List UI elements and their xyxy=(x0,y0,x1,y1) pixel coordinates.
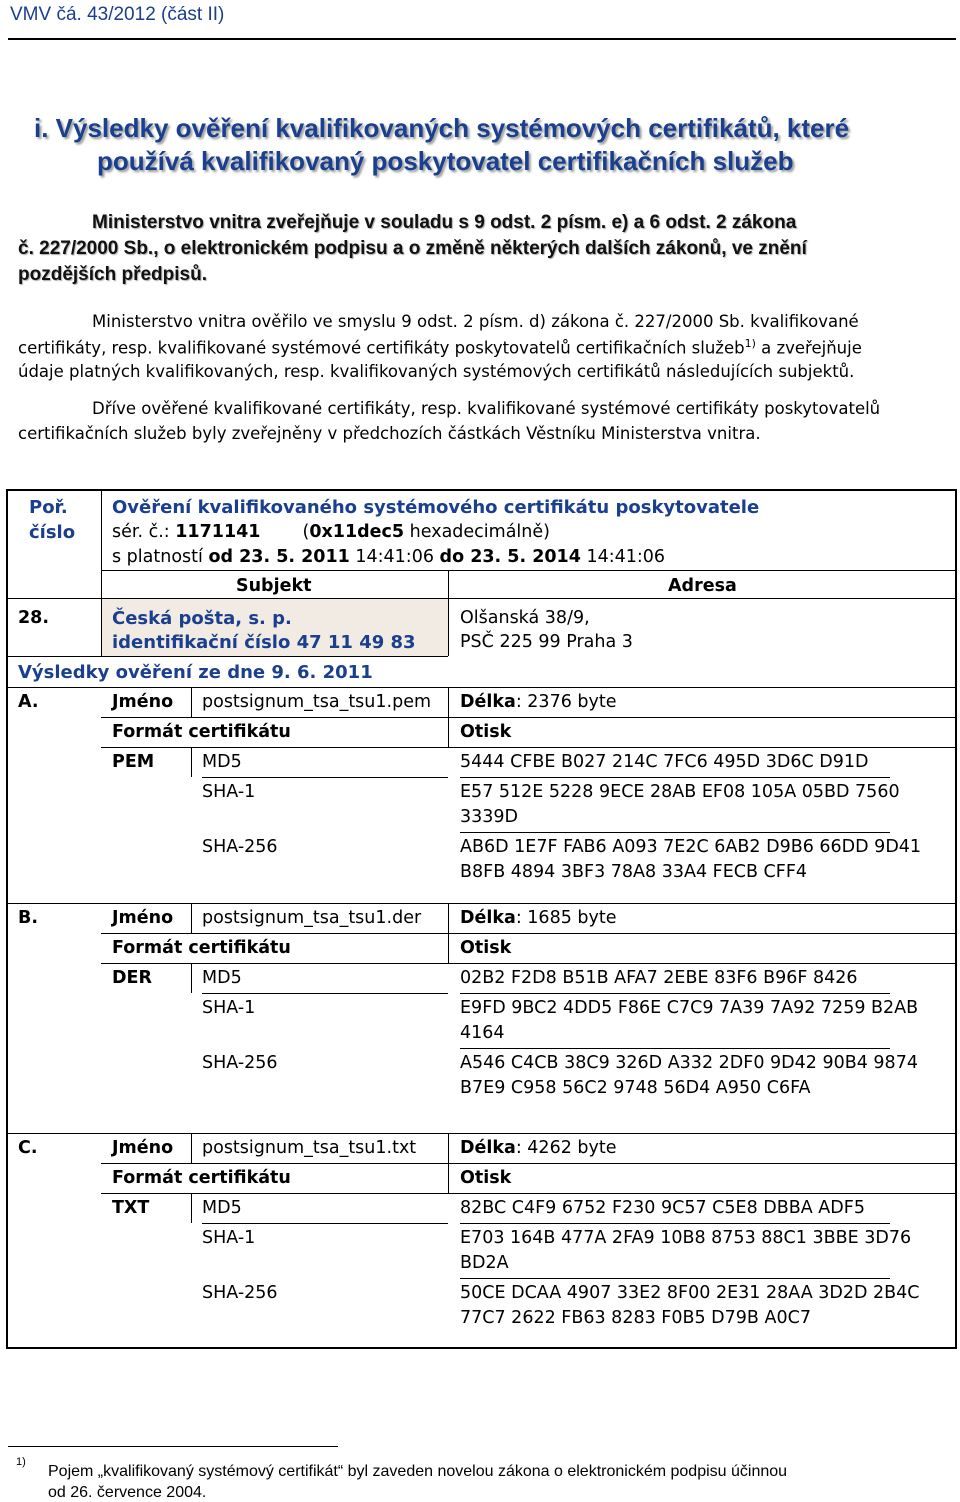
section-title-line2: používá kvalifikovaný poskytovatel certifikačních služeb xyxy=(97,146,794,176)
sha256-label: SHA-256 xyxy=(202,837,278,857)
certificate-filename: postsignum_tsa_tsu1.pem xyxy=(202,692,432,712)
hex-open: ( xyxy=(302,522,310,542)
hline-md5-label xyxy=(202,777,448,778)
verification-heading: Ověření kvalifikovaného systémového certifikátu poskytovatele xyxy=(112,497,760,518)
vline-subject-address xyxy=(448,570,449,656)
vline-name-length xyxy=(448,687,449,717)
sha1-hash-line1: E57 512E 5228 9ECE 28AB EF08 105A 05BD 7560 xyxy=(460,782,900,802)
vline-poradi xyxy=(101,491,102,598)
md5-hash: 82BC C4F9 6752 F230 9C57 C5E8 DBBA ADF5 xyxy=(460,1198,865,1218)
block-letter: A. xyxy=(18,692,39,712)
sha256-hash-line1: A546 C4CB 38C9 326D A332 2DF0 9D42 90B4 9874 xyxy=(460,1053,918,1073)
vline-jmeno xyxy=(191,1133,192,1163)
sha256-hash-line1: 50CE DCAA 4907 33E2 8F00 2E31 28AA 3D2D 2B4C xyxy=(460,1283,920,1303)
hline-md5-label xyxy=(202,1223,448,1224)
footnote-line2: od 26. července 2004. xyxy=(48,1484,207,1501)
row-number: 28. xyxy=(18,608,50,628)
sha256-hash-line2: B7E9 C958 56C2 9748 56D4 A950 C6FA xyxy=(460,1078,811,1098)
certificate-length: : 4262 byte xyxy=(515,1138,617,1158)
delka-label-text: Délka xyxy=(460,908,516,928)
hline-subject-row xyxy=(8,598,955,599)
col-poradi-l1: Poř. xyxy=(29,497,68,518)
label-jmeno: Jméno xyxy=(112,1138,174,1158)
label-format: Formát certifikátu xyxy=(112,938,291,958)
hline-jmeno xyxy=(101,933,955,934)
delka-label-text: Délka xyxy=(460,1138,516,1158)
section-title-line1: i. Výsledky ověření kvalifikovaných systémových certifikátů, které xyxy=(34,113,850,143)
sha256-hash-line1: AB6D 1E7F FAB6 A093 7E2C 6AB2 D9B6 66DD 9D41 xyxy=(460,837,922,857)
sha1-hash-line2: 4164 xyxy=(460,1023,505,1043)
vline-md5 xyxy=(191,747,192,777)
label-otisk: Otisk xyxy=(460,1168,512,1188)
vline-format-otisk xyxy=(448,1163,449,1193)
serial-hex: 0x11dec5 xyxy=(309,522,405,542)
intro-p2-line2-end: a zveřejňuje xyxy=(755,338,862,358)
intro-p2-line2-text: certifikáty, resp. kvalifikované systémové certifikáty poskytovatelů certifikačních služeb xyxy=(18,338,745,358)
hline-sha1-hash xyxy=(460,832,890,833)
sha1-hash-line1: E9FD 9BC2 4DD5 F86E C7C9 7A39 7A92 7259 B2AB xyxy=(460,998,919,1018)
intro-p1-line2: č. 227/2000 Sb., o elektronickém podpisu a o změně některých dalších zákonů, ve znění xyxy=(18,238,807,259)
vline-md5 xyxy=(191,1193,192,1223)
vline-jmeno xyxy=(191,687,192,717)
certificate-filename: postsignum_tsa_tsu1.der xyxy=(202,908,422,928)
vline-format-otisk xyxy=(448,717,449,747)
sha1-label: SHA-1 xyxy=(202,998,256,1018)
hline-md5-hash xyxy=(460,1223,890,1224)
delka-label-text: Délka xyxy=(460,692,516,712)
subject-name: Česká pošta, s. p. xyxy=(112,608,292,629)
vline-md5 xyxy=(191,963,192,993)
md5-label: MD5 xyxy=(202,752,242,772)
label-otisk: Otisk xyxy=(460,938,512,958)
label-format: Formát certifikátu xyxy=(112,722,291,742)
block-letter: B. xyxy=(18,908,38,928)
hex-rest: hexadecimálně) xyxy=(404,522,550,542)
sha1-hash-line1: E703 164B 477A 2FA9 10B8 8753 88C1 3BBE 3D76 xyxy=(460,1228,912,1248)
intro-p3-line2: certifikačních služeb byly zveřejněny v předchozích částkách Věstníku Ministerstva vnitra. xyxy=(18,424,761,443)
hline-sha1-hash xyxy=(460,1048,890,1049)
block-letter: C. xyxy=(18,1138,38,1158)
md5-hash: 5444 CFBE B027 214C 7FC6 495D 3D6C D91D xyxy=(460,752,869,772)
hline-jmeno xyxy=(101,717,955,718)
address-line2: PSČ 225 99 Praha 3 xyxy=(460,632,633,652)
header-divider xyxy=(8,38,956,40)
label-format: Formát certifikátu xyxy=(112,1168,291,1188)
intro-p2-line1: Ministerstvo vnitra ověřilo ve smyslu 9 odst. 2 písm. d) zákona č. 227/2000 Sb. kvalifikované xyxy=(92,312,859,331)
col-adresa: Adresa xyxy=(668,576,737,596)
certificate-table xyxy=(6,489,957,1349)
validity-line xyxy=(112,547,665,567)
hline-subject-header xyxy=(101,570,955,571)
vline-name-length xyxy=(448,903,449,933)
hline-jmeno xyxy=(101,1163,955,1164)
hline-md5-hash xyxy=(460,993,890,994)
label-jmeno: Jméno xyxy=(112,908,174,928)
valid-to-time: 14:41:06 xyxy=(580,547,666,567)
address-line1: Olšanská 38/9, xyxy=(460,608,590,628)
hline-block-c xyxy=(8,1133,955,1134)
md5-label: MD5 xyxy=(202,1198,242,1218)
vline-subject-left xyxy=(101,598,102,656)
sha1-hash-line2: 3339D xyxy=(460,807,519,827)
document-header: VMV čá. 43/2012 (část II) xyxy=(10,4,225,25)
hline-block-b xyxy=(8,903,955,904)
serial-number-line xyxy=(112,522,550,542)
valid-from-time: 14:41:06 xyxy=(349,547,440,567)
serial-number: 1171141 xyxy=(175,522,261,542)
subject-id: identifikační číslo 47 11 49 83 xyxy=(112,632,416,653)
sha1-hash-line2: BD2A xyxy=(460,1253,509,1273)
intro-p3-line1: Dříve ověřené kvalifikované certifikáty, resp. kvalifikované systémové certifikáty poskytovatelů xyxy=(92,399,881,418)
md5-hash: 02B2 F2D8 B51B AFA7 2EBE 83F6 B96F 8426 xyxy=(460,968,858,988)
valid-from: od 23. 5. 2011 xyxy=(208,547,350,567)
sha256-label: SHA-256 xyxy=(202,1053,278,1073)
sha1-label: SHA-1 xyxy=(202,1228,256,1248)
sha256-hash-line2: B8FB 4894 3BF3 78A8 33A4 FECB CFF4 xyxy=(460,862,808,882)
label-jmeno: Jméno xyxy=(112,692,174,712)
footnote-line1: Pojem „kvalifikovaný systémový certifikát“ byl zaveden novelou zákona o elektronickém podpisu účinnou xyxy=(48,1463,788,1480)
label-delka xyxy=(460,1138,617,1158)
intro-p1-line3: pozdějších předpisů. xyxy=(18,264,207,285)
footnote-divider xyxy=(8,1446,338,1447)
certificate-format: TXT xyxy=(112,1198,150,1218)
intro-p1-line1: Ministerstvo vnitra zveřejňuje v souladu s 9 odst. 2 písm. e) a 6 odst. 2 zákona xyxy=(92,212,797,233)
vline-name-length xyxy=(448,1133,449,1163)
validity-prefix: s platností xyxy=(112,547,209,567)
hline-block-a xyxy=(8,687,955,688)
footnote-mark: 1) xyxy=(16,1456,26,1468)
hline-md5-label xyxy=(202,993,448,994)
serial-label: sér. č.: xyxy=(112,522,176,542)
hline-sha1-hash xyxy=(460,1278,890,1279)
md5-label: MD5 xyxy=(202,968,242,988)
sha256-label: SHA-256 xyxy=(202,1283,278,1303)
vline-format-otisk xyxy=(448,933,449,963)
results-date: Výsledky ověření ze dne 9. 6. 2011 xyxy=(18,662,373,683)
vline-jmeno xyxy=(191,903,192,933)
hline-results xyxy=(8,656,448,657)
hline-format xyxy=(101,747,955,748)
valid-to: do 23. 5. 2014 xyxy=(439,547,581,567)
footnote-reference: 1) xyxy=(744,337,756,350)
label-delka xyxy=(460,692,617,712)
sha256-hash-line2: 77C7 2622 FB63 8283 F0B5 D79B A0C7 xyxy=(460,1308,811,1328)
intro-p2-line3: údaje platných kvalifikovaných, resp. kvalifikovaných systémových certifikátů následujících subjektů. xyxy=(18,362,855,381)
label-delka xyxy=(460,908,617,928)
sha1-label: SHA-1 xyxy=(202,782,256,802)
intro-p2-line2 xyxy=(18,337,862,358)
col-subjekt: Subjekt xyxy=(236,576,312,596)
label-otisk: Otisk xyxy=(460,722,512,742)
hline-format xyxy=(101,963,955,964)
certificate-format: PEM xyxy=(112,752,155,772)
certificate-length: : 2376 byte xyxy=(515,692,617,712)
hline-format xyxy=(101,1193,955,1194)
col-poradi-l2: číslo xyxy=(29,522,76,543)
certificate-filename: postsignum_tsa_tsu1.txt xyxy=(202,1138,417,1158)
certificate-format: DER xyxy=(112,968,152,988)
hline-md5-hash xyxy=(460,777,890,778)
certificate-length: : 1685 byte xyxy=(515,908,617,928)
